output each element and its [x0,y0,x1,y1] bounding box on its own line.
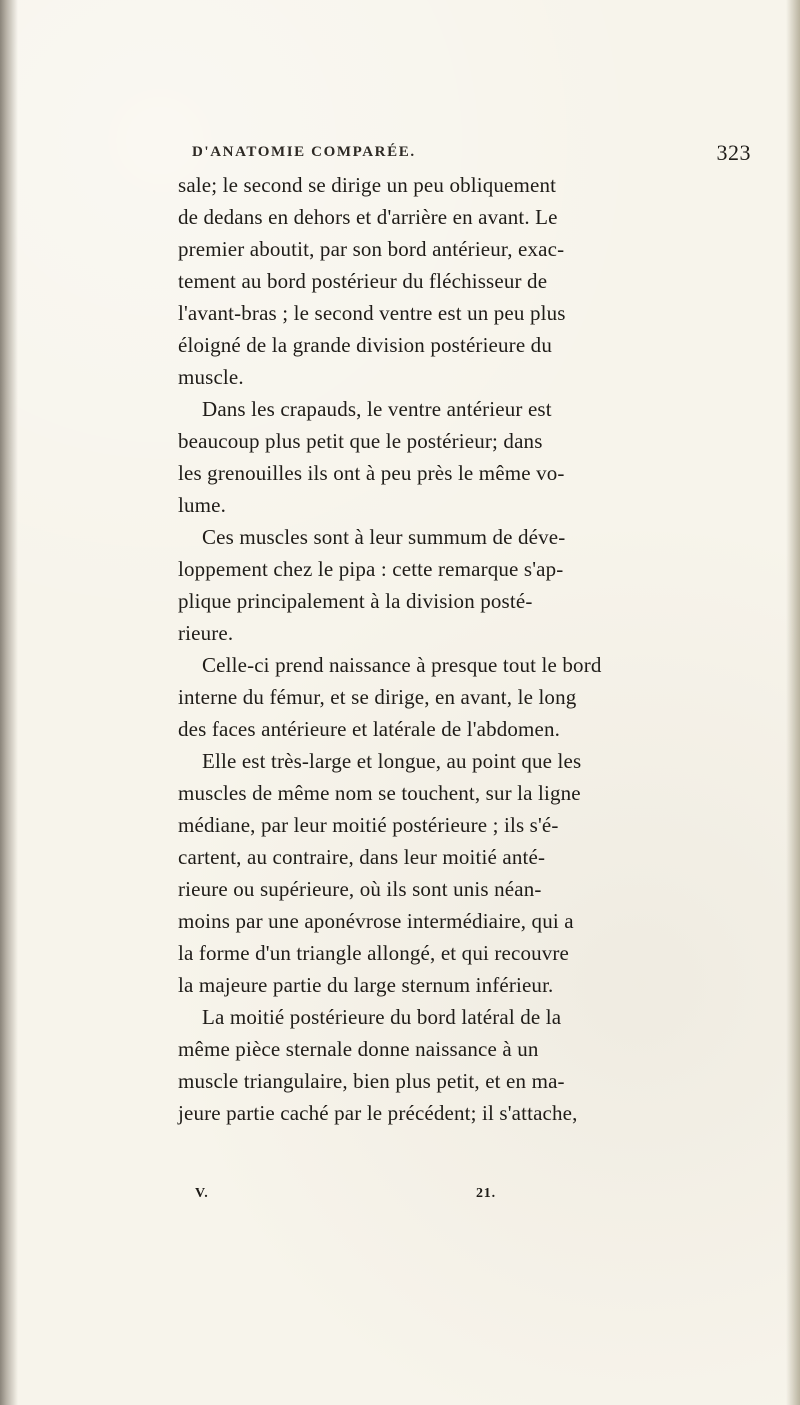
text-line: de dedans en dehors et d'arrière en avant. Le [178,205,558,229]
text-line: éloigné de la grande division postérieure du [178,333,552,357]
text-line: beaucoup plus petit que le postérieur; dans [178,429,543,453]
text-line: muscle triangulaire, bien plus petit, et en ma- [178,1069,565,1093]
text-line: des faces antérieure et latérale de l'abdomen. [178,717,561,741]
text-line: l'avant-bras ; le second ventre est un peu plus [178,301,566,325]
text-line: rieure. [178,621,234,645]
left-page-edge [0,0,18,1405]
text-line: même pièce sternale donne naissance à un [178,1037,539,1061]
page-number: 323 [716,140,751,165]
right-page-edge [786,0,800,1405]
text-line: La moitié postérieure du bord latéral de la [202,1005,562,1029]
text-line: médiane, par leur moitié postérieure ; ils s'é- [178,813,559,837]
text-line: moins par une aponévrose intermédiaire, qui a [178,909,574,933]
text-line: premier aboutit, par son bord antérieur, exac- [178,237,565,261]
text-line: loppement chez le pipa : cette remarque s'ap- [178,557,564,581]
body-text [164,166,754,1166]
text-line: rieure ou supérieure, où ils sont unis néan- [178,877,542,901]
text-line: la forme d'un triangle allongé, et qui recouvre [178,941,570,965]
running-title: D'ANATOMIE COMPARÉE. [192,144,416,160]
text-line: muscles de même nom se touchent, sur la ligne [178,781,581,805]
text-line: Dans les crapauds, le ventre antérieur est [202,397,552,421]
sheet-number: 21. [476,1186,496,1201]
text-line: muscle. [178,365,244,389]
text-line: tement au bord postérieur du fléchisseur de [178,269,548,293]
text-line: jeure partie caché par le précédent; il s'attache, [178,1101,578,1125]
text-line: lume. [178,493,226,517]
text-line: Celle-ci prend naissance à presque tout le bord [202,653,602,677]
text-line: Elle est très-large et longue, au point que les [202,749,582,773]
text-line: cartent, au contraire, dans leur moitié anté- [178,845,546,869]
text-line: la majeure partie du large sternum inférieur. [178,973,554,997]
text-line: les grenouilles ils ont à peu près le même vo- [178,461,565,485]
text-line: Ces muscles sont à leur summum de déve- [202,525,566,549]
text-line: plique principalement à la division posté- [178,589,533,613]
page-footer [195,1186,715,1210]
text-line: sale; le second se dirige un peu obliquement [178,173,557,197]
text-line: interne du fémur, et se dirige, en avant, le long [178,685,577,709]
signature-mark: V. [195,1186,209,1201]
